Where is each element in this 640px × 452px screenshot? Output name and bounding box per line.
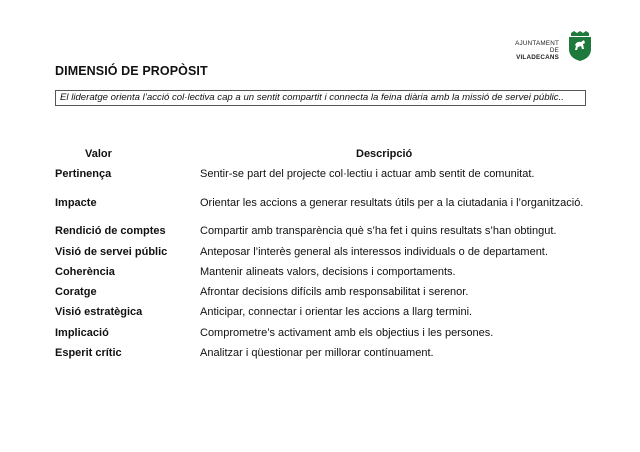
row-descripcio: Sentir-se part del projecte col·lectiu i actuar amb sentit de comunitat. — [200, 168, 535, 180]
header-descripcio: Descripció — [356, 148, 413, 160]
row-valor: Coratge — [55, 286, 97, 298]
row-descripcio: Analitzar i qüestionar per millorar contínuament. — [200, 347, 434, 359]
logo-line-1: AJUNTAMENT DE — [515, 40, 559, 54]
row-valor: Impacte — [55, 197, 97, 209]
row-descripcio: Afrontar decisions difícils amb responsabilitat i serenor. — [200, 286, 469, 298]
table-row — [55, 343, 595, 363]
row-descripcio: Comprometre’s activament amb els objectius i les persones. — [200, 326, 494, 339]
row-descripcio: Mantenir alineats valors, decisions i comportaments. — [200, 266, 456, 278]
row-valor: Esperit crític — [55, 347, 122, 359]
table-row — [55, 262, 595, 282]
row-valor: Rendició de comptes — [55, 225, 166, 237]
logo-line-2: VILADECANS — [516, 54, 559, 61]
row-valor: Coherència — [55, 266, 115, 278]
intro-text: El lideratge orienta l’acció col·lectiva cap a un sentit compartit i connecta la feina diària amb la missió de servei públic.. — [60, 92, 564, 103]
row-valor: Visió estratègica — [55, 306, 143, 318]
values-table — [55, 145, 595, 363]
table-row — [55, 221, 595, 241]
table-row — [55, 185, 595, 221]
row-descripcio: Anticipar, connectar i orientar les accions a llarg termini. — [200, 306, 473, 318]
table-row — [55, 322, 595, 343]
row-valor: Visió de servei públic — [55, 245, 168, 258]
header-valor: Valor — [85, 148, 112, 160]
row-valor: Implicació — [55, 326, 109, 339]
row-descripcio: Compartir amb transparència què s’ha fet i quins resultats s’han obtingut. — [200, 225, 557, 237]
table-row — [55, 302, 595, 322]
table-header — [55, 145, 595, 163]
row-valor: Pertinença — [55, 168, 112, 180]
table-row — [55, 163, 595, 185]
table-row — [55, 241, 595, 262]
intro-text-box — [55, 90, 586, 106]
page-title: DIMENSIÓ DE PROPÒSIT — [55, 64, 208, 78]
logo-text — [505, 40, 559, 61]
municipal-shield-icon — [567, 30, 593, 62]
table-row — [55, 282, 595, 302]
viladecans-logo — [505, 30, 593, 64]
row-descripcio: Orientar les accions a generar resultats útils per a la ciutadania i l’organització. — [200, 197, 584, 209]
row-descripcio: Anteposar l’interès general als interessos individuals o de departament. — [200, 245, 548, 258]
